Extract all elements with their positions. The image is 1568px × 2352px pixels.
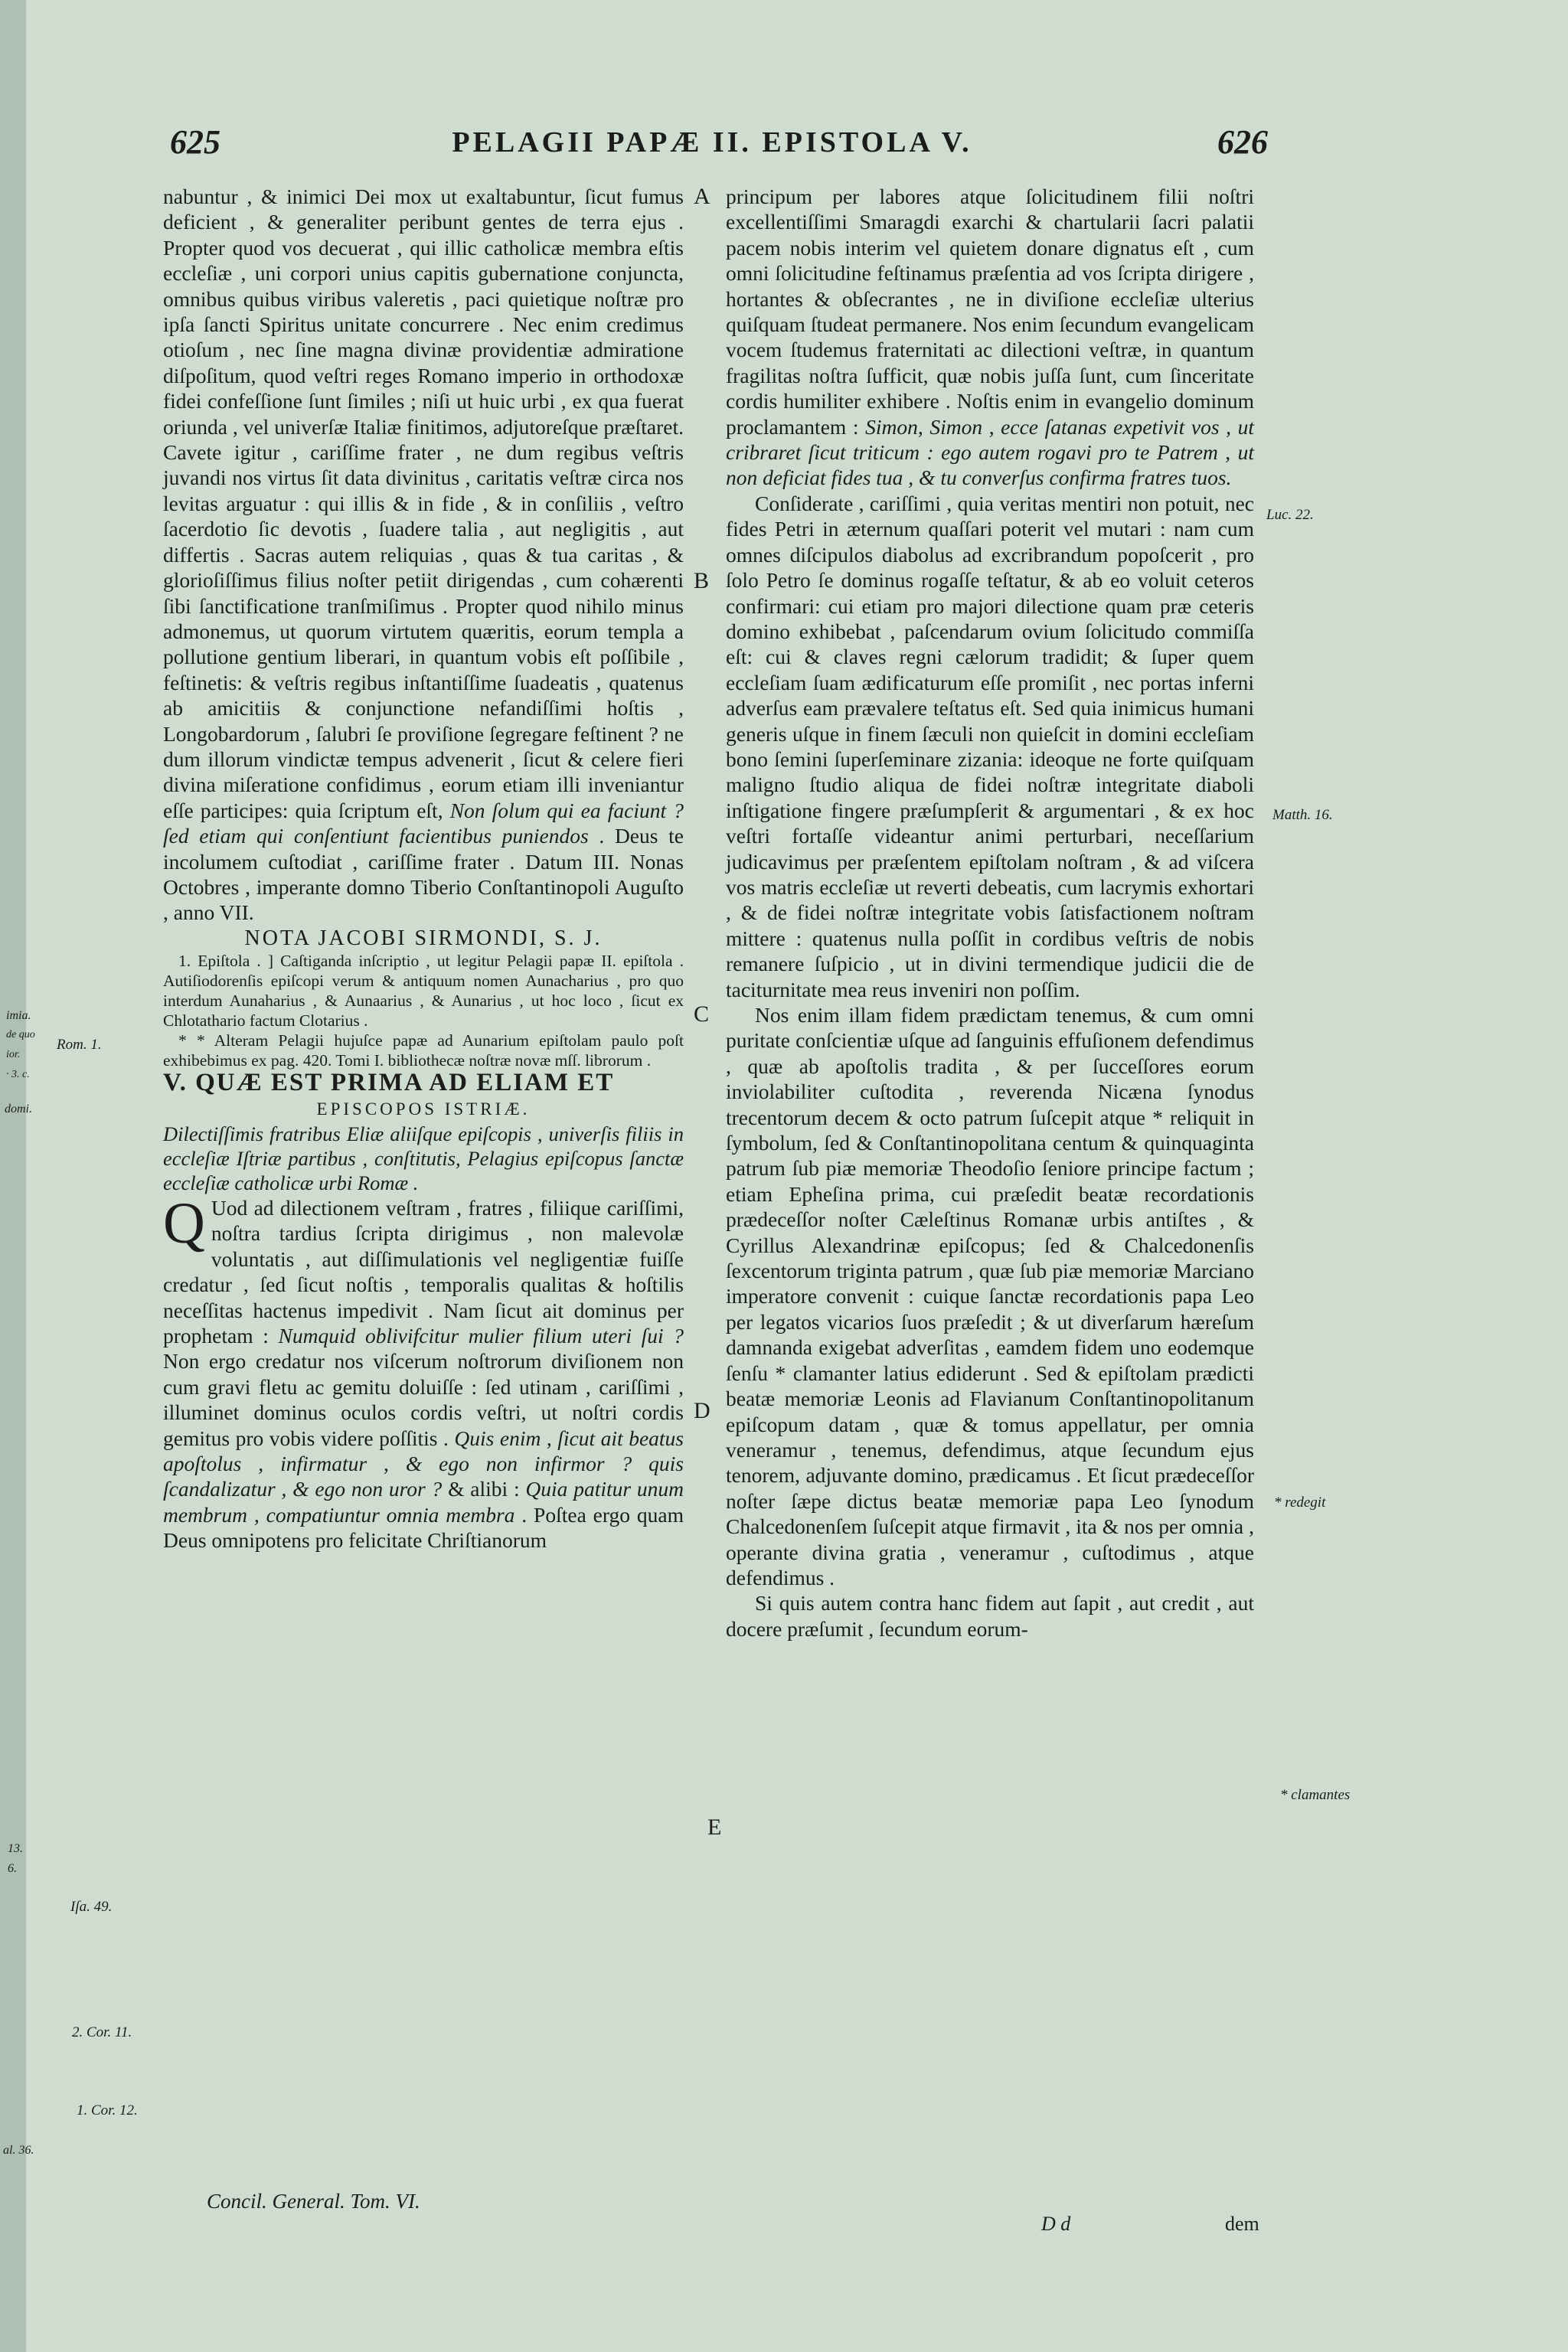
section-letter-c: C	[694, 1001, 710, 1027]
catchword: dem	[1225, 2213, 1259, 2235]
paragraph: Q Uod ad dilectionem veſtram , fratres , filiique cariſſimi, noſtra tardius ſcripta dirigimus , non malevolæ voluntatis , aut diſſimulationis vel negligentiæ fuiſſe credatur , ſed ſicut noſtis , temporalis qualitas & hoſtilis neceſſitas hactenus impedivit . Nam ſicut ait dominus per prophetam : Numquid oblivifcitur mulier filium uteri ſui ? Non ergo credatur nos viſcerum noſtrorum diviſionem non cum gravi fletu ac gemitu doluiſſe : ſed utinam , cariſſimi , illuminet dominus oculos cordis veſtri, ut noſtri cordis gemitus pro vobis videre poſſitis . Quis enim , ſicut ait beatus apoſtolus , infirmatur , & ego non infirmor ? quis ſcandalizatur , & ego non uror ? & alibi : Quia patitur unum membrum , compatiuntur omnia membra . Poſtea ergo quam Deus omnipotens pro felicitate Chriſtianorum	[163, 1191, 684, 1553]
edge-fragment: al. 36.	[3, 2144, 34, 2157]
edge-fragment: domi.	[5, 1102, 32, 1116]
paragraph: Si quis autem contra hanc fidem aut ſapit , aut credit , aut docere præſumit , ſecundum eorum-	[726, 1591, 1254, 1641]
margin-variant-clamantes: * clamantes	[1280, 1787, 1351, 1803]
edge-fragment: de quo	[6, 1029, 35, 1040]
note-heading: NOTA JACOBI SIRMONDI, S. J.	[244, 926, 603, 950]
page-number-left: 625	[170, 123, 220, 161]
section-letter-a: A	[694, 184, 710, 209]
footnote: * * Alteram Pelagii hujuſce papæ ad Aunarium epiſtolam paulo poſt exhibebimus ex pag. 420. Tomi I. bibliothecæ noſtræ novæ mſſ. librorum .	[163, 1031, 684, 1070]
running-title: PELAGII PAPÆ II. EPISTOLA V.	[452, 126, 972, 158]
drop-cap: Q	[163, 1191, 205, 1256]
margin-ref-isa: Iſa. 49.	[70, 1899, 113, 1915]
adjacent-page-edge	[0, 0, 26, 2352]
footnote: 1. Epiſtola . ] Caſtiganda inſcriptio , ut legitur Pelagii papæ II. epiſtola . Autiſiodorenſis epiſcopi verum & antiquum nomen Aunacharius , pro quo interdum Aunaharius , & Aunaarius , & Aunarius , ut hoc loco , ſicut ex Chlotathario factum Clotarius .	[163, 952, 684, 1031]
margin-ref-cor1: 1. Cor. 12.	[77, 2102, 138, 2118]
edge-fragment: 6.	[8, 1862, 17, 1875]
salutation: Dilectiſſimis fratribus Eliæ aliiſque epiſcopis , univerſis filiis in eccleſiæ Iſtriæ partibus , conſtitutis, Pelagius epiſcopus ſanctæ eccleſiæ catholicæ urbi Romæ .	[163, 1122, 684, 1194]
margin-ref-cor2: 2. Cor. 11.	[72, 2024, 132, 2040]
edge-fragment: · 3. c.	[6, 1069, 30, 1080]
margin-ref-matth: Matth. 16.	[1272, 807, 1333, 823]
paragraph: nabuntur , & inimici Dei mox ut exaltabuntur, ſicut fumus deficient , & generaliter peribunt gentes de terra ejus . Propter quod vos decuerat , qui illic catholicæ membra eſtis eccleſiæ , uni corpori unius capitis gubernatione conjuncta, omnibus quibus viribus valeretis , paci quietique noſtræ pro ipſa ſancti Spiritus unitate concurrere . Nec enim credimus otioſum , nec ſine magna divinæ providentiæ admiratione diſpoſitum, quod veſtri reges Romano imperio in orthodoxæ fidei confeſſione ſunt ſimiles ; niſi ut huic urbi , ex qua fuerat oriunda , vel univerſæ Italiæ finitimos, adjutoreſque præſtaret. Cavete igitur , cariſſime frater , ne dum regibus veſtris juvandi nos virtus ſit data divinitus , caritatis veſtræ circa nos levitas arguatur : qui illis & in fide , & in conſiliis , veſtro ſacerdotio ſic devotis , ſuadere talia , aut negligitis , aut differtis . Sacras autem reliquias , quas & tua caritas , & glorioſiſſimus filius noſter petiit dirigendas , cum cohærenti ſibi ſanctificatione tranſmiſimus . Propter quod nihilo minus admonemus, ut quorum virtutem quæritis, eorum templa a pollutione gentium liberari, in quantum vobis eſt poſſibile , feſtinetis: & veſtris regibus inſtantiſſime ſuadeatis , quatenus ab amicitiis & conjunctione nefandiſſimi hoſtis , Longobardorum , ſalubri ſe proviſione ſegregare feſtinent ? ne dum illorum vindictæ tempus advenerit , ſicut & celere fieri divina miſeratione confidimus , eorum etiam illi inveniantur eſſe participes: quia ſcriptum eſt, Non ſolum qui ea faciunt ? ſed etiam qui conſentiunt facientibus puniendos . Deus te incolumem cuſtodiat , cariſſime frater . Datum III. Nonas Octobres , imperante domno Tiberio Conſtantinopoli Auguſto , anno VII.	[163, 185, 684, 925]
letter-subheading: EPISCOPOS ISTRIÆ.	[316, 1099, 531, 1119]
footer-volume: Concil. General. Tom. VI.	[207, 2190, 420, 2213]
left-column	[163, 184, 684, 1553]
page-number-right: 626	[1217, 123, 1268, 161]
margin-ref-luc: Luc. 22.	[1266, 507, 1314, 523]
margin-variant-redegit: * redegit	[1274, 1494, 1326, 1511]
margin-ref-rom: Rom. 1.	[57, 1037, 102, 1053]
section-letter-d: D	[694, 1398, 710, 1423]
signature-mark: D d	[1041, 2213, 1071, 2235]
paragraph: Conſiderate , cariſſimi , quia veritas mentiri non potuit, nec fides Petri in æternum quaſſari poterit vel mutari : nam cum omnes diſcipulos diabolus ad excribrandum popoſcerit , pro ſolo Petro ſe dominus rogaſſe teſtatur, & ab eo voluit ceteros confirmari: cui etiam pro majori dilectione quam præ ceteris domino exhibebat , paſcendarum ovium ſolicitudo commiſſa eſt: cui & claves regni cælorum tradidit; & ſuper quem eccleſiam ſuam ædificaturum eſſe promiſit , nec portas inferni adverſus eam prævalere teſtatus eſt. Sed quia inimicus humani generis uſque in finem ſæculi non quieſcit in domini eccleſiam bono ſemini ſuperſeminare zizania: ideoque ne forte quiſquam maligno ſtudio aliqua de fidei noſtræ integritate diaboli inſtigatione fingere præſumpſerit & argumentari , & ex hoc veſtri fortaſſe videantur animi perturbari, neceſſarium judicavimus per præſentem epiſtolam noſtram , & ad viſcera vos matris eccleſiæ ut reverti debeatis, cum lacrymis exhortari , & de fidei noſtræ integritate vobis ſatisfactionem noſtram mittere : quatenus nulla poſſit in cordibus veſtris de nobis remanere ſuſpicio , ut in divini termendique judicii die de taciturnitate mea reus inveniri non poſſim.	[726, 491, 1254, 1001]
edge-fragment: imia.	[6, 1009, 31, 1022]
edge-fragment: ior.	[6, 1049, 21, 1060]
running-header	[161, 122, 1268, 172]
paragraph: principum per labores atque ſolicitudinem filii noſtri excellentiſſimi Smaragdi exarchi & chartularii ſacri palatii pacem nobis interim vel quietem donare dignatus eſt , cum omni ſolicitudine feſtinamus præſentia ad vos ſcripta dirigere , hortantes & obſecrantes , ne in diviſione eccleſiæ ulterius quiſquam ſtudeat permanere. Nos enim ſecundum evangelicam vocem ſtudemus fraternitati ac dilectioni veſtræ, in quantum fragilitas noſtra ſufficit, quæ nobis juſſa ſunt, cum ſinceritate cordis humiliter exhibere . Noſtis enim in evangelio dominum proclamantem : Simon, Simon , ecce ſatanas expetivit vos , ut cribraret ſicut triticum : ego autem rogavi pro te Patrem , ut non deficiat fides tua , & tu converſus confirma fratres tuos.	[726, 185, 1254, 490]
section-letter-e: E	[707, 1815, 722, 1840]
section-letter-b: B	[694, 568, 710, 593]
right-column	[726, 184, 1254, 1642]
letter-heading: V. QUÆ EST PRIMA AD ELIAM ET	[163, 1069, 615, 1097]
edge-fragment: 13.	[8, 1842, 23, 1855]
paragraph: Nos enim illam fidem prædictam tenemus, & cum omni puritate conſcientiæ uſque ad ſanguinis effuſionem defendimus , quæ ab apoſtolis tradita , & per ſucceſſores eorum inviolabiliter cuſtodita , reverenda Nicæna ſynodus trecentorum decem & octo patrum ſuſcepit atque * reliquit in ſymbolum, ſed & Conſtantinopolitana centum & quinquaginta patrum ſub piæ memoriæ Theodoſio ſeniore principe factum ; etiam Epheſina prima, cui præſedit beatæ recordationis prædeceſſor noſter Cæleſtinus Romanæ urbis antiſtes , & Cyrillus Alexandrinæ epiſcopus; ſed & Chalcedonenſis ſexcentorum triginta patrum , quæ ſub piæ memoriæ Marciano imperatore convenit : cuique ſanctæ recordationis papa Leo per legatos vicarios ſuos præſedit ; & ut diverſarum hæreſum damnanda exigebat adverſitas , eamdem fidem uno eodemque ſenſu * clamanter latius ediderunt . Sed & epiſtolam prædicti beatæ memoriæ Leonis ad Flavianum Conſtantinopolitanum epiſcopum datam , quæ & tomus appellatur, per omnia veneramur , tenemus, defendimus, atque ſecundum ejus tenorem, adjuvante domino, prædicamus . Et ſicut prædeceſſor noſter ſæpe dictus beatæ memoriæ papa Leo ſynodum Chalcedonenſem ſuſcepit atque firmavit , ita & nos per omnia , operante divina gratia , veneramur , cuſtodimus , atque defendimus .	[726, 1003, 1254, 1589]
